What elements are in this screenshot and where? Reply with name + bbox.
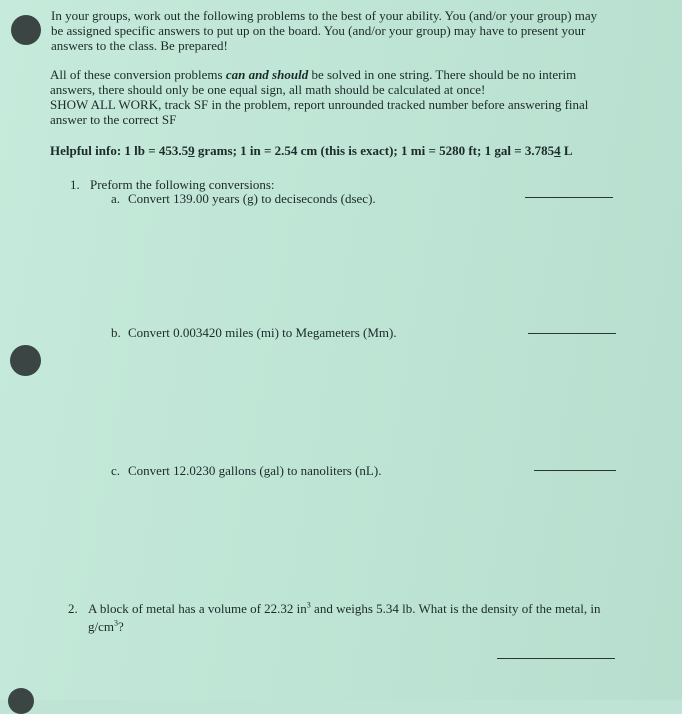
helpful-underline-2: 4 xyxy=(554,143,561,158)
q1b-text: Convert 0.003420 miles (mi) to Megameters (Mm). xyxy=(128,325,397,340)
q2-sup-1: 3 xyxy=(306,600,311,610)
q1a-label: a. xyxy=(111,191,121,206)
q2-line-2 xyxy=(88,619,124,634)
q1-number: 1. xyxy=(70,177,80,192)
q2-answer-blank[interactable] xyxy=(497,658,615,659)
q2-line-2-pre: g/cm xyxy=(88,619,114,634)
q2-sup-2: 3 xyxy=(114,618,118,628)
punch-hole-top xyxy=(11,15,41,45)
q2-line-1-post: and weighs 5.34 lb. What is the density of the metal, in xyxy=(310,601,601,616)
q1c-answer-blank[interactable] xyxy=(534,470,616,471)
q1c-label: c. xyxy=(111,463,121,478)
q1c-text: Convert 12.0230 gallons (gal) to nanoliters (nL). xyxy=(128,463,382,478)
rules-line-1-pre: All of these conversion problems xyxy=(50,67,226,82)
rules-line-1 xyxy=(50,67,576,82)
intro-line-2: be assigned specific answers to put up on the board. You (and/or your group) may have to present your xyxy=(51,23,586,38)
helpful-post: L xyxy=(560,143,573,158)
punch-hole-middle xyxy=(10,345,41,376)
q1-title: Preform the following conversions: xyxy=(90,177,275,192)
q1b-answer-blank[interactable] xyxy=(528,333,616,334)
helpful-pre: Helpful info: 1 lb = 453.5 xyxy=(50,143,189,158)
punch-hole-bottom xyxy=(8,688,34,714)
helpful-mid: grams; 1 in = 2.54 cm (this is exact); 1 mi = 5280 ft; 1 gal = 3.785 xyxy=(194,143,555,158)
intro-line-3: answers to the class. Be prepared! xyxy=(51,38,228,53)
q1b-label: b. xyxy=(111,325,121,340)
rules-line-1-post: be solved in one string. There should be no interim xyxy=(308,67,577,82)
rules-line-3: SHOW ALL WORK, track SF in the problem, report unrounded tracked number before answering final xyxy=(50,97,589,112)
q2-line-1-pre: A block of metal has a volume of 22.32 in xyxy=(88,601,307,616)
q1a-text: Convert 139.00 years (g) to deciseconds (dsec). xyxy=(128,191,376,206)
helpful-info xyxy=(50,143,573,158)
helpful-underline-1: 9 xyxy=(188,143,195,158)
intro-line-1: In your groups, work out the following problems to the best of your ability. You (and/or your group) may xyxy=(51,8,598,23)
rules-line-4: answer to the correct SF xyxy=(50,112,177,127)
q1a-answer-blank[interactable] xyxy=(525,197,613,198)
rules-emphasis: can and should xyxy=(225,67,309,82)
q2-number: 2. xyxy=(68,601,78,616)
q2-line-1 xyxy=(88,601,600,616)
rules-line-2: answers, there should only be one equal sign, all math should be calculated at once! xyxy=(50,82,486,97)
q2-line-2-post: ? xyxy=(118,619,124,634)
